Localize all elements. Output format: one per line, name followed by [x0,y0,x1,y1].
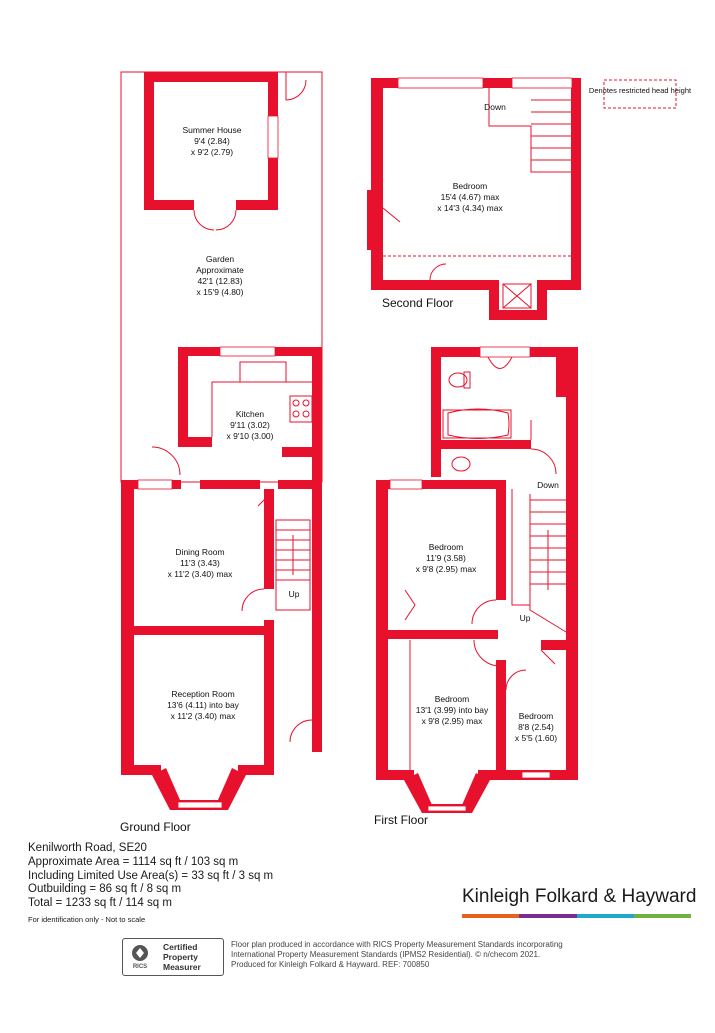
bedroom-mid-label: Bedroom 11'9 (3.58) x 9'8 (2.95) max [415,542,477,574]
rics-badge [122,938,224,976]
summer-house-label: Summer House 9'4 (2.84) x 9'2 (2.79) [182,125,242,157]
restricted-head-height-legend [589,80,692,108]
rics-badge-text: Certified Property Measurer [163,942,201,972]
first-floor-title: First Floor [374,813,428,827]
kitchen-label: Kitchen 9'11 (3.02) x 9'10 (3.00) [226,409,274,441]
bedroom-front-label: Bedroom 13'1 (3.99) into bay x 9'8 (2.95) max [415,694,489,726]
second-floor-plan [367,78,581,320]
reception-room-label: Reception Room 13'6 (4.11) into bay x 11'2 (3.40) max [167,689,239,721]
total-area: Total = 1233 sq ft / 114 sq m [28,897,172,910]
brand-name: Kinleigh Folkard & Hayward [462,886,697,907]
dining-room-label: Dining Room 11'3 (3.43) x 11'2 (3.40) max [167,547,233,579]
first-floor-plan [374,347,578,827]
first-up-label: Up [519,613,531,623]
scale-note: For identification only - Not to scale [28,914,146,924]
limited-use-area: Including Limited Use Area(s) = 33 sq ft / 3 sq m [28,869,274,882]
second-down-label: Down [484,102,506,112]
ground-floor-title: Ground Floor [120,820,191,834]
rics-logo-icon [127,943,153,969]
svg-text:RICS: RICS [132,964,148,969]
address: Kenilworth Road, SE20 [28,842,147,854]
footnote: Floor plan produced in accordance with RICS Property Measurement Standards incorporating International Property Measurement Standards (IPMS2 Residential). © n/checom 2021. Produced for Kinleigh Folkard & Hayward. REF: 700850 [231,940,563,969]
first-stairs [512,489,566,632]
garden-gate [286,72,306,100]
outbuilding-area: Outbuilding = 86 sq ft / 8 sq m [28,883,182,896]
bedroom-small-label: Bedroom 8'8 (2.54) x 5'5 (1.60) [514,711,558,743]
ground-up-label: Up [288,589,300,599]
approximate-area: Approximate Area = 1114 sq ft / 103 sq m [28,855,239,868]
garden-label: Garden Approximate 42'1 (12.83) x 15'9 (4.80) [196,254,244,297]
ground-floor-plan [120,72,322,834]
legend-text: Denotes restricted head height [588,86,692,95]
brand-color-bar [462,914,691,918]
first-down-label: Down [537,480,559,490]
brand-bar-purple [519,914,576,918]
bedroom-second-label: Bedroom 15'4 (4.67) max x 14'3 (4.34) max [437,181,503,213]
property-summary [28,842,348,927]
brand-bar-blue [577,914,634,918]
second-floor-title: Second Floor [382,296,454,310]
brand-bar-orange [462,914,519,918]
brand-bar-green [634,914,691,918]
